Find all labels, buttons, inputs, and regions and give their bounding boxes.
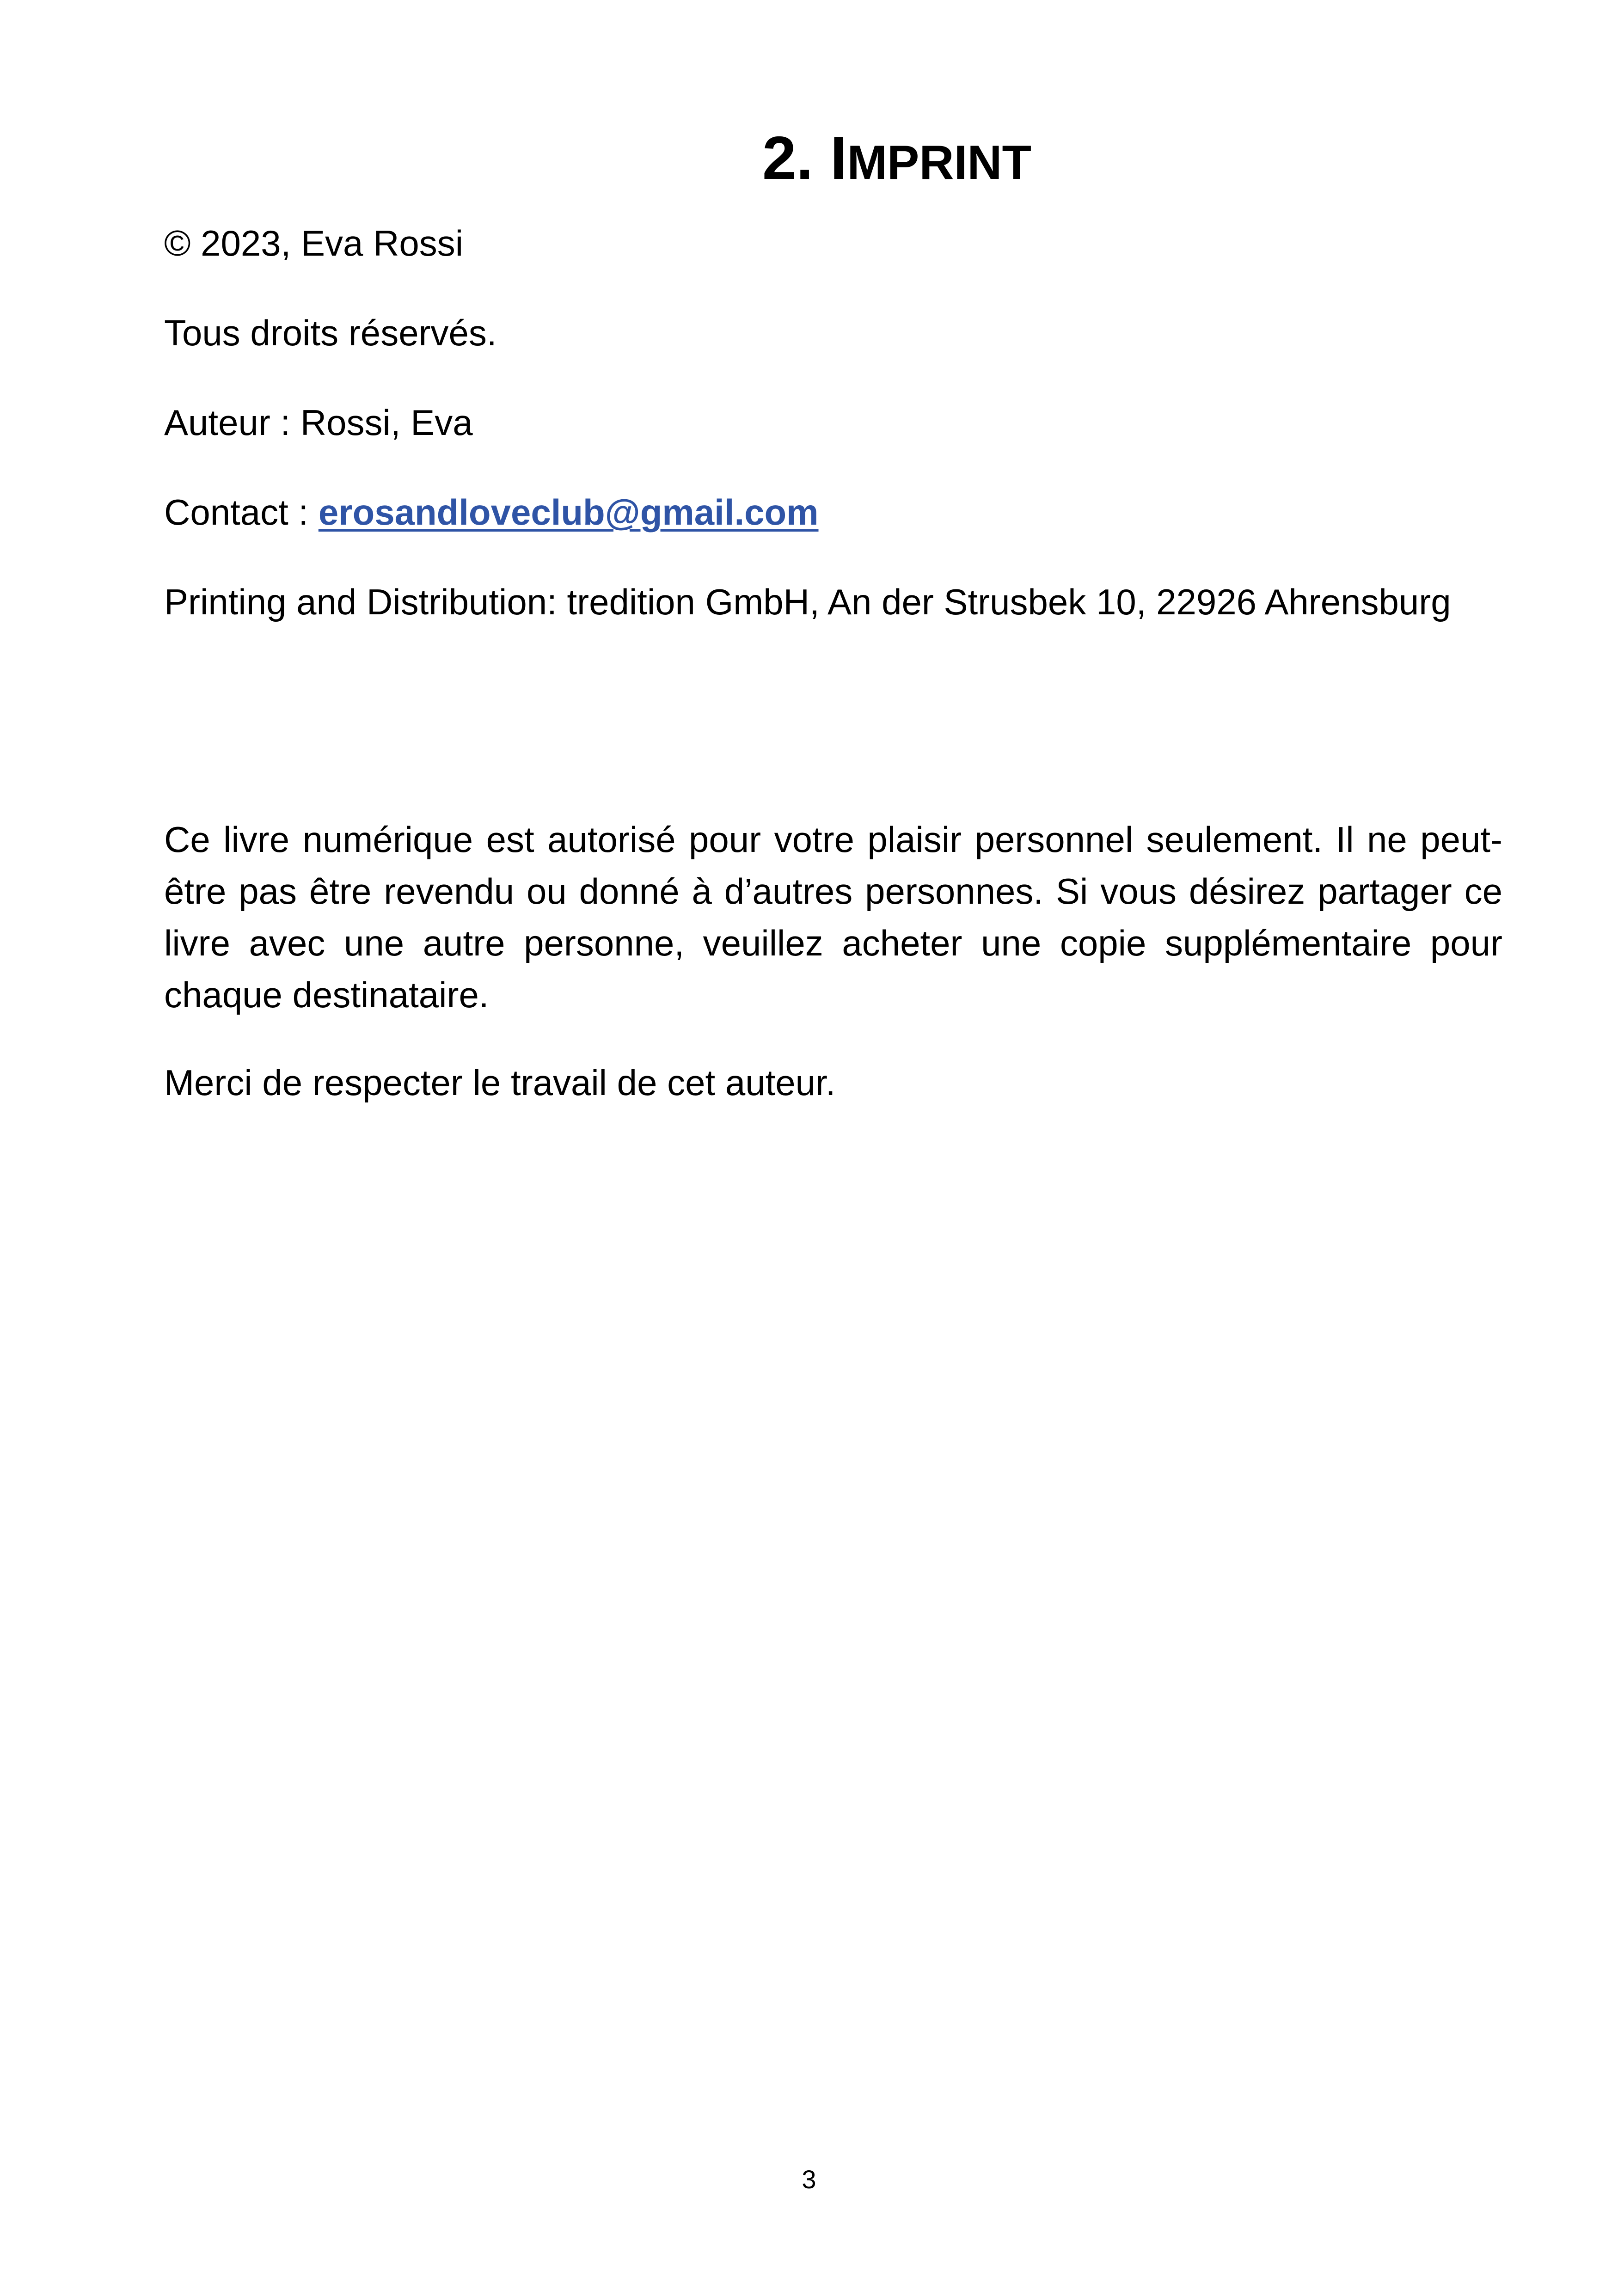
contact-line <box>164 486 1502 538</box>
page-number: 3 <box>802 2165 816 2194</box>
contact-email-link[interactable]: erosandloveclub@gmail.com <box>318 492 819 533</box>
heading-first-letter: I <box>830 124 847 192</box>
heading-rest: MPRINT <box>847 136 1032 190</box>
contact-label: Contact : <box>164 492 319 533</box>
author-line: Auteur : Rossi, Eva <box>164 402 473 443</box>
printing-paragraph: Printing and Distribution: tredition GmbH, An der Strusbek 10, 22926 Ahrensburg <box>164 582 1451 622</box>
page-title <box>555 121 1239 200</box>
heading-number: 2. <box>762 124 814 192</box>
thanks-line: Merci de respecter le travail de cet auteur. <box>164 1062 836 1103</box>
copyright-line: © 2023, Eva Rossi <box>164 223 464 263</box>
license-paragraph: Ce livre numérique est autorisé pour votre plaisir personnel seulement. Il ne peut-être pas être revendu ou donné à d’autres personnes. Si vous désirez partager ce livre avec une autre personne, veuillez acheter une copie supplémentaire pour chaque destinataire. <box>164 819 1502 1015</box>
rights-line: Tous droits réservés. <box>164 312 497 353</box>
